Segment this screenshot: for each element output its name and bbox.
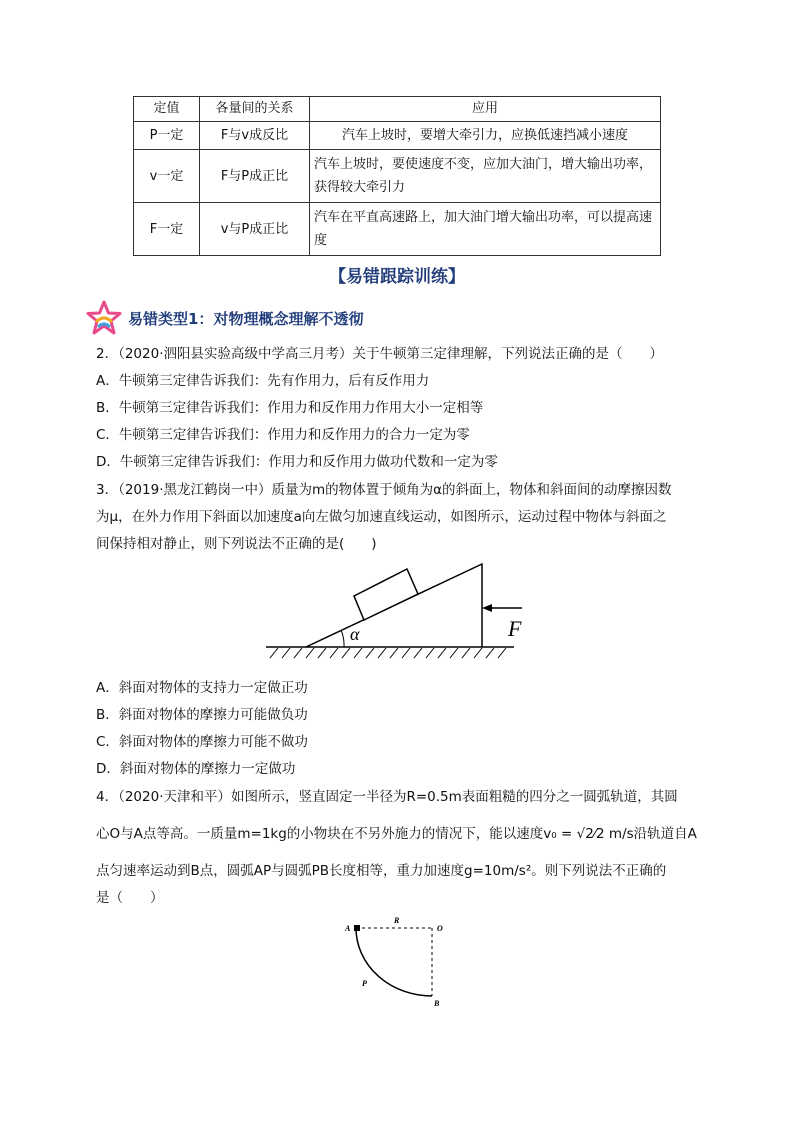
table-row bbox=[134, 150, 661, 203]
table-cell: v一定 bbox=[134, 150, 200, 203]
point-b-label: B bbox=[434, 999, 440, 1008]
error-type-label: 易错类型1：对物理概念理解不透彻 bbox=[128, 309, 364, 328]
question-stem: 心O与A点等高。一质量m=1kg的小物块在不另外施力的情况下，能以速度v₀ = √2⁄2 m/s沿轨道自A bbox=[96, 826, 697, 842]
table-cell: F与v成反比 bbox=[200, 122, 310, 150]
table-header: 各量间的关系 bbox=[200, 97, 310, 122]
table-cell: v与P成正比 bbox=[200, 203, 310, 256]
error-type-heading bbox=[86, 300, 363, 336]
option: B．牛顿第三定律告诉我们：作用力和反作用力作用大小一定相等 bbox=[96, 400, 484, 416]
question-stem: 为μ，在外力作用下斜面以加速度a向左做匀加速直线运动，如图所示，运动过程中物体与斜面之 bbox=[96, 509, 667, 525]
question-stem: 3．（2019·黑龙江鹤岗一中）质量为m的物体置于倾角为α的斜面上，物体和斜面间的动摩擦因数 bbox=[96, 482, 672, 498]
incline-diagram bbox=[262, 558, 522, 664]
table-header: 应用 bbox=[310, 97, 661, 122]
force-label: F bbox=[508, 616, 522, 641]
question-stem: 2．（2020·泗阳县实验高级中学高三月考）关于牛顿第三定律理解，下列说法正确的是（ ） bbox=[96, 346, 663, 362]
table-header: 定值 bbox=[134, 97, 200, 122]
table-cell: F与P成正比 bbox=[200, 150, 310, 203]
arc-track-diagram bbox=[342, 912, 454, 1008]
star-icon bbox=[86, 300, 122, 336]
option: C．斜面对物体的摩擦力可能不做功 bbox=[96, 734, 308, 750]
center-o-label: O bbox=[437, 924, 443, 933]
point-a-label: A bbox=[345, 924, 351, 933]
table-cell: 汽车在平直高速路上，加大油门增大输出功率，可以提高速度 bbox=[310, 203, 661, 256]
question-stem: 4．（2020·天津和平）如图所示，竖直固定一半径为R=0.5m表面粗糙的四分之一圆弧轨道，其圆 bbox=[96, 789, 678, 805]
table-row bbox=[134, 122, 661, 150]
relation-table bbox=[133, 96, 661, 256]
question-stem: 点匀速率运动到B点，圆弧AP与圆弧PB长度相等，重力加速度g=10m/s²。则下列说法不正确的 bbox=[96, 863, 667, 879]
option: C．牛顿第三定律告诉我们：作用力和反作用力的合力一定为零 bbox=[96, 427, 470, 443]
option: A．斜面对物体的支持力一定做正功 bbox=[96, 680, 308, 696]
section-title: 【易错跟踪训练】 bbox=[329, 267, 465, 287]
point-p-label: P bbox=[362, 979, 367, 988]
option: B．斜面对物体的摩擦力可能做负功 bbox=[96, 707, 308, 723]
table-header-row bbox=[134, 97, 661, 122]
option: D．牛顿第三定律告诉我们：作用力和反作用力做功代数和一定为零 bbox=[96, 454, 498, 470]
table-cell: P一定 bbox=[134, 122, 200, 150]
table-cell: 汽车上坡时，要增大牵引力，应换低速挡减小速度 bbox=[310, 122, 661, 150]
table-cell: F一定 bbox=[134, 203, 200, 256]
question-stem: 间保持相对静止，则下列说法不正确的是( ) bbox=[96, 536, 377, 552]
table-cell: 汽车上坡时，要使速度不变，应加大油门，增大输出功率，获得较大牵引力 bbox=[310, 150, 661, 203]
table-row bbox=[134, 203, 661, 256]
option: D．斜面对物体的摩擦力一定做功 bbox=[96, 761, 296, 777]
radius-label: R bbox=[394, 916, 400, 925]
option: A．牛顿第三定律告诉我们：先有作用力，后有反作用力 bbox=[96, 373, 430, 389]
angle-label: α bbox=[350, 624, 360, 644]
question-stem: 是（ ） bbox=[96, 890, 164, 906]
